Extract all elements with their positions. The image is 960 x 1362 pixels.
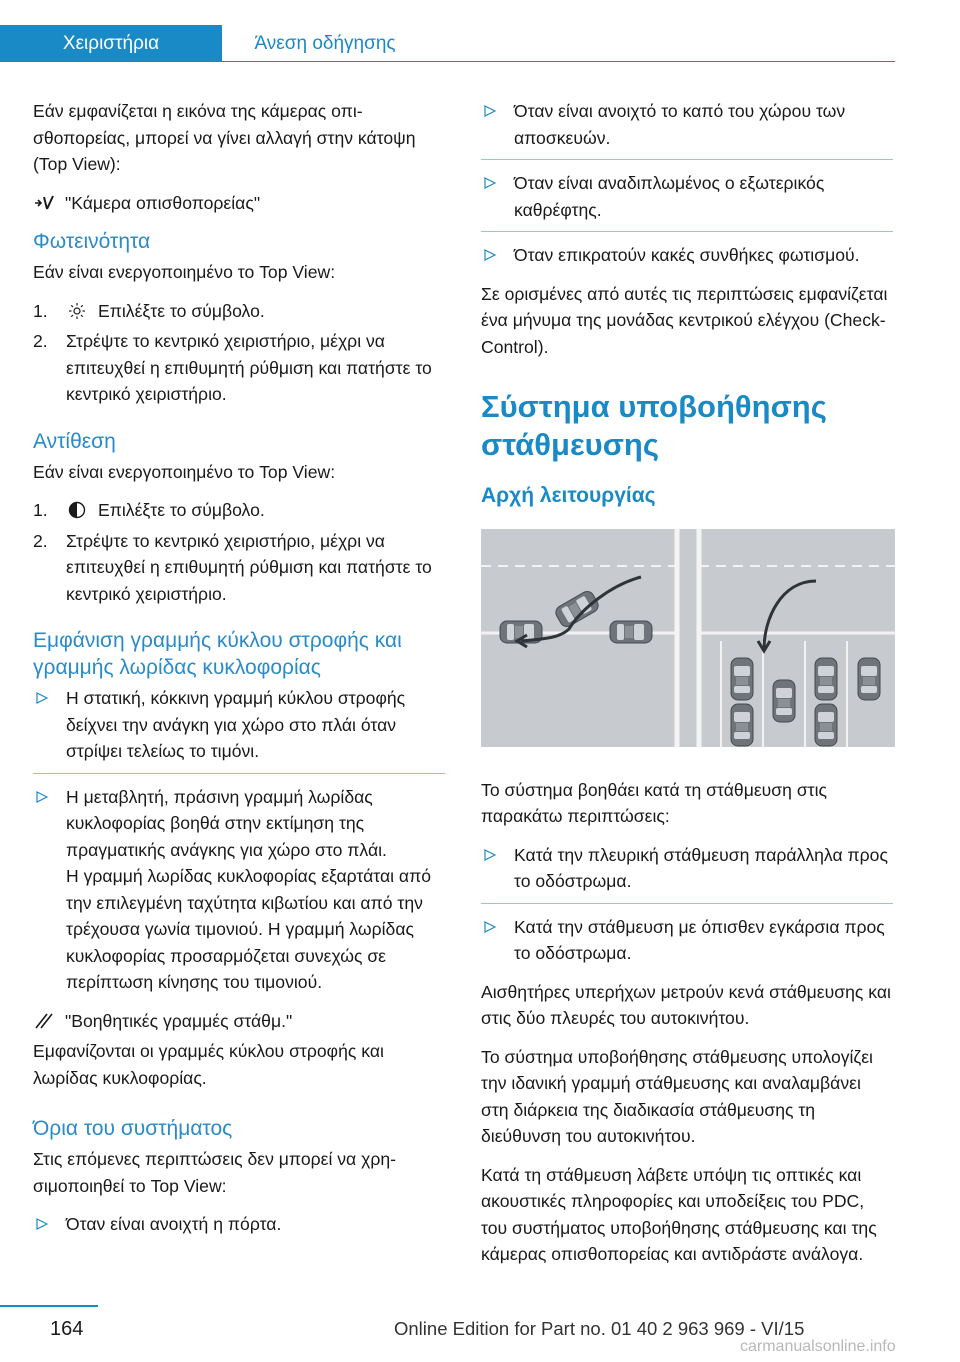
limits-heading: Όρια του συστήματος (33, 1117, 233, 1140)
footer-rule (0, 1305, 98, 1307)
lines-heading: Εμφάνιση γραμμής κύκλου στροφής και γραμμής λωρίδας κυκλοφορίας (33, 629, 402, 679)
contrast-lead: Εάν είναι ενεργοποιημένο το Top View: (33, 461, 336, 482)
calculation-paragraph: Το σύστημα υποβοήθησης στάθμευσης υπολογίζει την ιδανική γραμμή στάθμευσης και αναλαμβάνει στη διάρκεια της διαδικασία στάθμευσης τη διεύθυνση του αυτοκινήτου. (481, 1046, 873, 1146)
right-column (481, 98, 893, 1280)
list-item: Η στατική, κόκκινη γραμμή κύκλου στροφής δείχνει την ανάγκη για χώρο στο πλάι όταν στρίψει τελείως το τιμόνι. (33, 685, 445, 774)
brightness-step-1: 1. Επιλέξτε το σύμβολο. (33, 300, 265, 321)
brightness-icon (66, 302, 88, 320)
triangle-bullet-icon (484, 177, 496, 189)
check-control-note: Σε ορισμένες από αυτές τις περιπτώσεις εμφανίζεται ένα μήνυμα της μονάδας κεντρικού ελέγχου (Check-Control). (481, 283, 888, 357)
aux-lines-menu-item (33, 1008, 445, 1035)
triangle-bullet-icon (36, 692, 48, 704)
rear-camera-icon (33, 194, 55, 212)
contrast-heading: Αντίθεση (33, 429, 116, 453)
lines-result: Εμφανίζονται οι γραμμές κύκλου στροφής και λωρίδας κυκλοφορίας. (33, 1041, 384, 1088)
watermark: carmanualsonline.info (740, 1338, 896, 1355)
edition-text: Online Edition for Part no. 01 40 2 963 969 - VI/15 (394, 1318, 805, 1339)
triangle-bullet-icon (36, 791, 48, 803)
principle-heading: Αρχή λειτουργίας (481, 484, 656, 507)
intro-text: Εάν εμφανίζεται η εικόνα της κάμερας οπισθοπορείας, μπορεί να γίνει αλλαγή στην κάτοψη (Top View): (33, 101, 416, 174)
limits-bullets (33, 1211, 445, 1238)
page-number: 164 (50, 1318, 84, 1340)
triangle-bullet-icon (484, 105, 496, 117)
lines-bullet-2-continuation: Η γραμμή λωρίδας κυκλοφορίας εξαρτάται από την επιλεγμένη ταχύτητα κιβωτίου και από την τρέχουσα γωνία τιμονιού. Η γραμμή λωρίδας κυκλοφορίας προσαρμόζεται συνεχώς σε περίπτωση κίνησης του τιμονιού. (66, 866, 432, 992)
section-tab-driving-comfort[interactable]: Άνεση οδήγησης (254, 32, 396, 54)
triangle-bullet-icon (484, 921, 496, 933)
limits-bullets-continued (481, 98, 893, 269)
principle-intro: Το σύστημα βοηθάει κατά τη στάθμευση στις παρακάτω περιπτώσεις: (481, 779, 828, 826)
triangle-bullet-icon (484, 249, 496, 261)
contrast-step-1: 1. Επιλέξτε το σύμβολο. (33, 500, 265, 520)
header-rule (222, 61, 895, 62)
lines-bullets (33, 685, 445, 996)
list-item: Όταν είναι ανοιχτή η πόρτα. (33, 1211, 445, 1238)
page-header (0, 0, 895, 62)
left-column (33, 98, 445, 1250)
limits-lead: Στις επόμενες περιπτώσεις δεν μπορεί να χρησιμοποιηθεί το Top View: (33, 1149, 396, 1196)
brightness-step-2: 2. Στρέψτε το κεντρικό χειριστήριο, μέχρι να επιτευχθεί η επιθυμητή ρύθμιση και πατήστε το κεντρικό χειριστήριο. (33, 331, 432, 404)
list-item: Όταν είναι αναδιπλωμένος ο εξωτερικός καθρέφτης. (481, 170, 893, 232)
parking-lines-icon (33, 1012, 55, 1030)
contrast-step-2: 2. Στρέψτε το κεντρικό χειριστήριο, μέχρι να επιτευχθεί η επιθυμητή ρύθμιση και πατήστε το κεντρικό χειριστήριο. (33, 530, 432, 604)
brightness-heading: Φωτεινότητα (33, 230, 151, 253)
list-item: Κατά την στάθμευση με όπισθεν εγκάρσια προς το οδόστρωμα. (481, 914, 893, 967)
contrast-icon (66, 501, 88, 519)
sensors-paragraph: Αισθητήρες υπερήχων μετρούν κενά στάθμευσης και στις δύο πλευρές του αυτοκινήτου. (481, 981, 891, 1028)
camera-menu-label: "Κάμερα οπισθοπορείας" (65, 192, 261, 213)
brightness-lead: Εάν είναι ενεργοποιημένο το Top View: (33, 262, 336, 282)
aux-lines-label: "Βοηθητικές γραμμές στάθμ." (65, 1010, 293, 1031)
list-item: Κατά την πλευρική στάθμευση παράλληλα προς το οδόστρωμα. (481, 842, 893, 904)
triangle-bullet-icon (36, 1218, 48, 1230)
list-item: Η μεταβλητή, πράσινη γραμμή λωρίδας κυκλοφορίας βοηθά στην εκτίμηση της πραγματικής ανάγκης για χώρο στο πλάι. Η γραμμή λωρίδας κυκλοφορίας εξαρτάται από την επιλεγμένη ταχύτητα κιβωτίου και από την τρέχουσα γωνία τιμονιού. Η γραμμή λωρίδας κυκλοφορίας προσαρμόζεται συνεχώς σε περίπτωση κίνησης του τιμονιού. (33, 784, 445, 996)
triangle-bullet-icon (484, 849, 496, 861)
chapter-tab-controls[interactable]: Χειριστήρια (0, 25, 222, 62)
attention-paragraph: Κατά τη στάθμευση λάβετε υπόψη τις οπτικές και ακουστικές πληροφορίες και υποδείξεις του PDC, του συστήματος υποβοήθησης στάθμευσης και της κάμερας οπισθοπορείας και αντιδράστε ανάλογα. (481, 1164, 877, 1264)
list-item: Όταν επικρατούν κακές συνθήκες φωτισμού. (481, 242, 893, 269)
brightness-steps (33, 298, 445, 408)
camera-menu-item (33, 190, 445, 217)
parking-assistant-heading: Σύστημα υποβοήθησης στάθμευσης (481, 389, 827, 462)
parking-cases (481, 842, 893, 967)
parking-illustration (481, 529, 895, 747)
contrast-steps (33, 497, 445, 607)
list-item: Όταν είναι ανοιχτό το καπό του χώρου των αποσκευών. (481, 98, 893, 160)
